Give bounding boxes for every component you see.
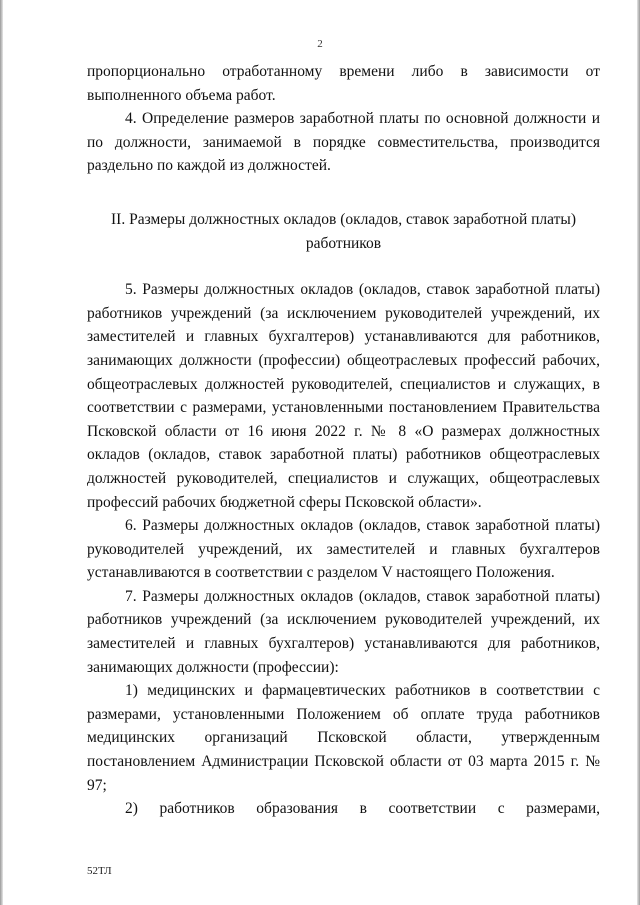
paragraph-item-5: 5. Размеры должностных окладов (окладов, ставок заработной платы) работников учреждений (за исключением руководителей учреждений, их заместителей и главных бухгалтеров) устанавливаются для работников, занимающих должности (профессии) общеотраслевых профессий рабочих, общеотраслевых должностей руководителей, специалистов и служащих, в соответствии с размерами, установленными постановлением Правительства Псковской области от 16 июня 2022 г. № 8 «О размерах должностных окладов (окладов, ставок заработной платы) работников общеотраслевых должностей руководителей, специалистов и служащих, общеотраслевых профессий рабочих бюджетной сферы Псковской области». xyxy=(87,281,600,511)
page-number: 2 xyxy=(317,38,323,50)
page-left-edge xyxy=(0,0,3,905)
spacer xyxy=(87,178,600,208)
document-body xyxy=(87,60,600,821)
paragraph-subitem-2: 2) работников образования в соответствии с размерами, xyxy=(125,800,600,818)
footer-document-code: 52ТЛ xyxy=(87,865,112,877)
spacer xyxy=(87,255,600,278)
paragraph-item-4: 4. Определение размеров заработной платы по основной должности и по должности, занимаемой в порядке совместительства, производится раздельно по каждой из должностей. xyxy=(87,110,600,175)
paragraph-item-6: 6. Размеры должностных окладов (окладов, ставок заработной платы) руководителей учреждений, их заместителей и главных бухгалтеров устанавливаются в соответствии с разделом V настоящего Положения. xyxy=(87,517,600,582)
paragraph-subitem-1: 1) медицинских и фармацевтических работников в соответствии с размерами, установленными Положением об оплате труда работников медицинских организаций Псковской области, утвержденным постановлением Администрации Псковской области от 03 марта 2015 г. № 97; xyxy=(87,682,600,794)
section-heading-line-1: II. Размеры должностных окладов (окладов, ставок заработной платы) xyxy=(111,210,576,228)
section-heading-line-2: работников xyxy=(305,234,382,252)
paragraph-continuation: пропорционально отработанному времени либо в зависимости от выполненного объема работ. xyxy=(87,63,600,104)
paragraph-item-7: 7. Размеры должностных окладов (окладов, ставок заработной платы) работников учреждений (за исключением руководителей учреждений, их заместителей и главных бухгалтеров) устанавливаются для работников, занимающих должности (профессии): xyxy=(87,587,600,676)
section-heading xyxy=(87,208,600,255)
